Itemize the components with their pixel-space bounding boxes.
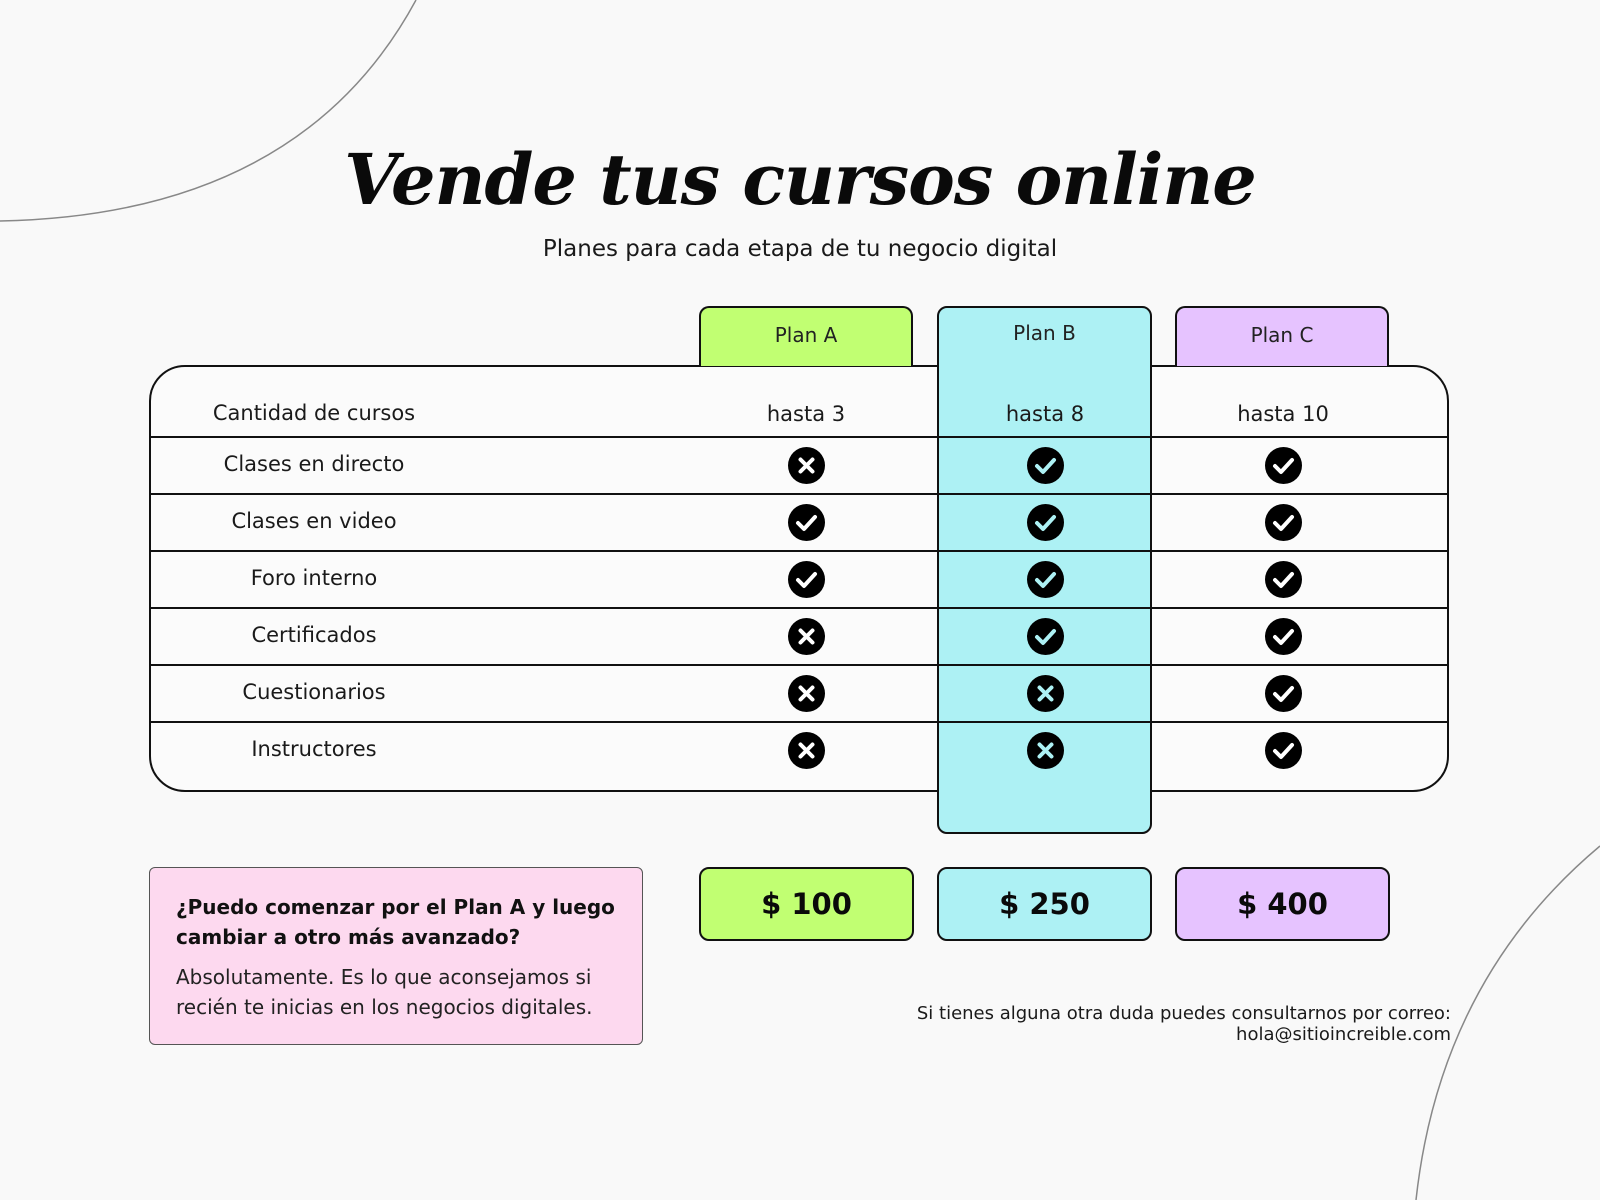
course-limit-value: hasta 3 (766, 402, 846, 426)
check-circle-icon (1265, 504, 1302, 541)
x-circle-icon (788, 732, 825, 769)
contact-email[interactable]: hola@sitioincreible.com (1236, 1024, 1451, 1045)
check-circle-icon (1027, 447, 1064, 484)
plan-b-price[interactable]: $ 250 (937, 867, 1152, 941)
plan-a-header: Plan A (699, 306, 913, 366)
check-circle-icon (1265, 447, 1302, 484)
x-circle-icon (788, 618, 825, 655)
row-divider (149, 664, 1449, 666)
x-circle-icon (1027, 732, 1064, 769)
check-circle-icon (1265, 732, 1302, 769)
row-divider (149, 607, 1449, 609)
row-label: Clases en directo (223, 451, 405, 476)
contact-note (917, 1003, 1451, 1045)
row-divider (149, 550, 1449, 552)
page-subtitle: Planes para cada etapa de tu negocio digital (542, 236, 1058, 262)
check-circle-icon (1027, 618, 1064, 655)
plan-b-header: Plan B (1013, 321, 1076, 345)
row-label: Foro interno (250, 565, 378, 590)
row-label: Cantidad de cursos (212, 401, 416, 425)
check-circle-icon (1027, 561, 1064, 598)
row-label: Cuestionarios (242, 679, 386, 704)
plan-c-price[interactable]: $ 400 (1175, 867, 1390, 941)
faq-answer: Absolutamente. Es lo que aconsejamos si recién te inicias en los negocios digitales. (176, 965, 593, 1019)
row-divider (149, 721, 1449, 723)
page-title: Vende tus cursos online (344, 138, 1256, 221)
faq-card (149, 867, 643, 1045)
x-circle-icon (1027, 675, 1064, 712)
course-limit-value: hasta 10 (1237, 402, 1329, 426)
x-circle-icon (788, 447, 825, 484)
check-circle-icon (1265, 618, 1302, 655)
plan-c-header: Plan C (1175, 306, 1389, 366)
row-divider (149, 436, 1449, 438)
course-limit-value: hasta 8 (1005, 402, 1085, 426)
x-circle-icon (788, 675, 825, 712)
row-label: Certificados (251, 622, 377, 647)
contact-text: Si tienes alguna otra duda puedes consultarnos por correo: (916, 1003, 1451, 1024)
check-circle-icon (1027, 504, 1064, 541)
check-circle-icon (1265, 561, 1302, 598)
faq-question: ¿Puedo comenzar por el Plan A y luego cambiar a otro más avanzado? (176, 895, 615, 949)
plan-a-price[interactable]: $ 100 (699, 867, 914, 941)
row-divider (149, 493, 1449, 495)
check-circle-icon (788, 504, 825, 541)
row-label: Clases en video (231, 508, 397, 533)
check-circle-icon (1265, 675, 1302, 712)
check-circle-icon (788, 561, 825, 598)
row-label: Instructores (251, 736, 377, 761)
